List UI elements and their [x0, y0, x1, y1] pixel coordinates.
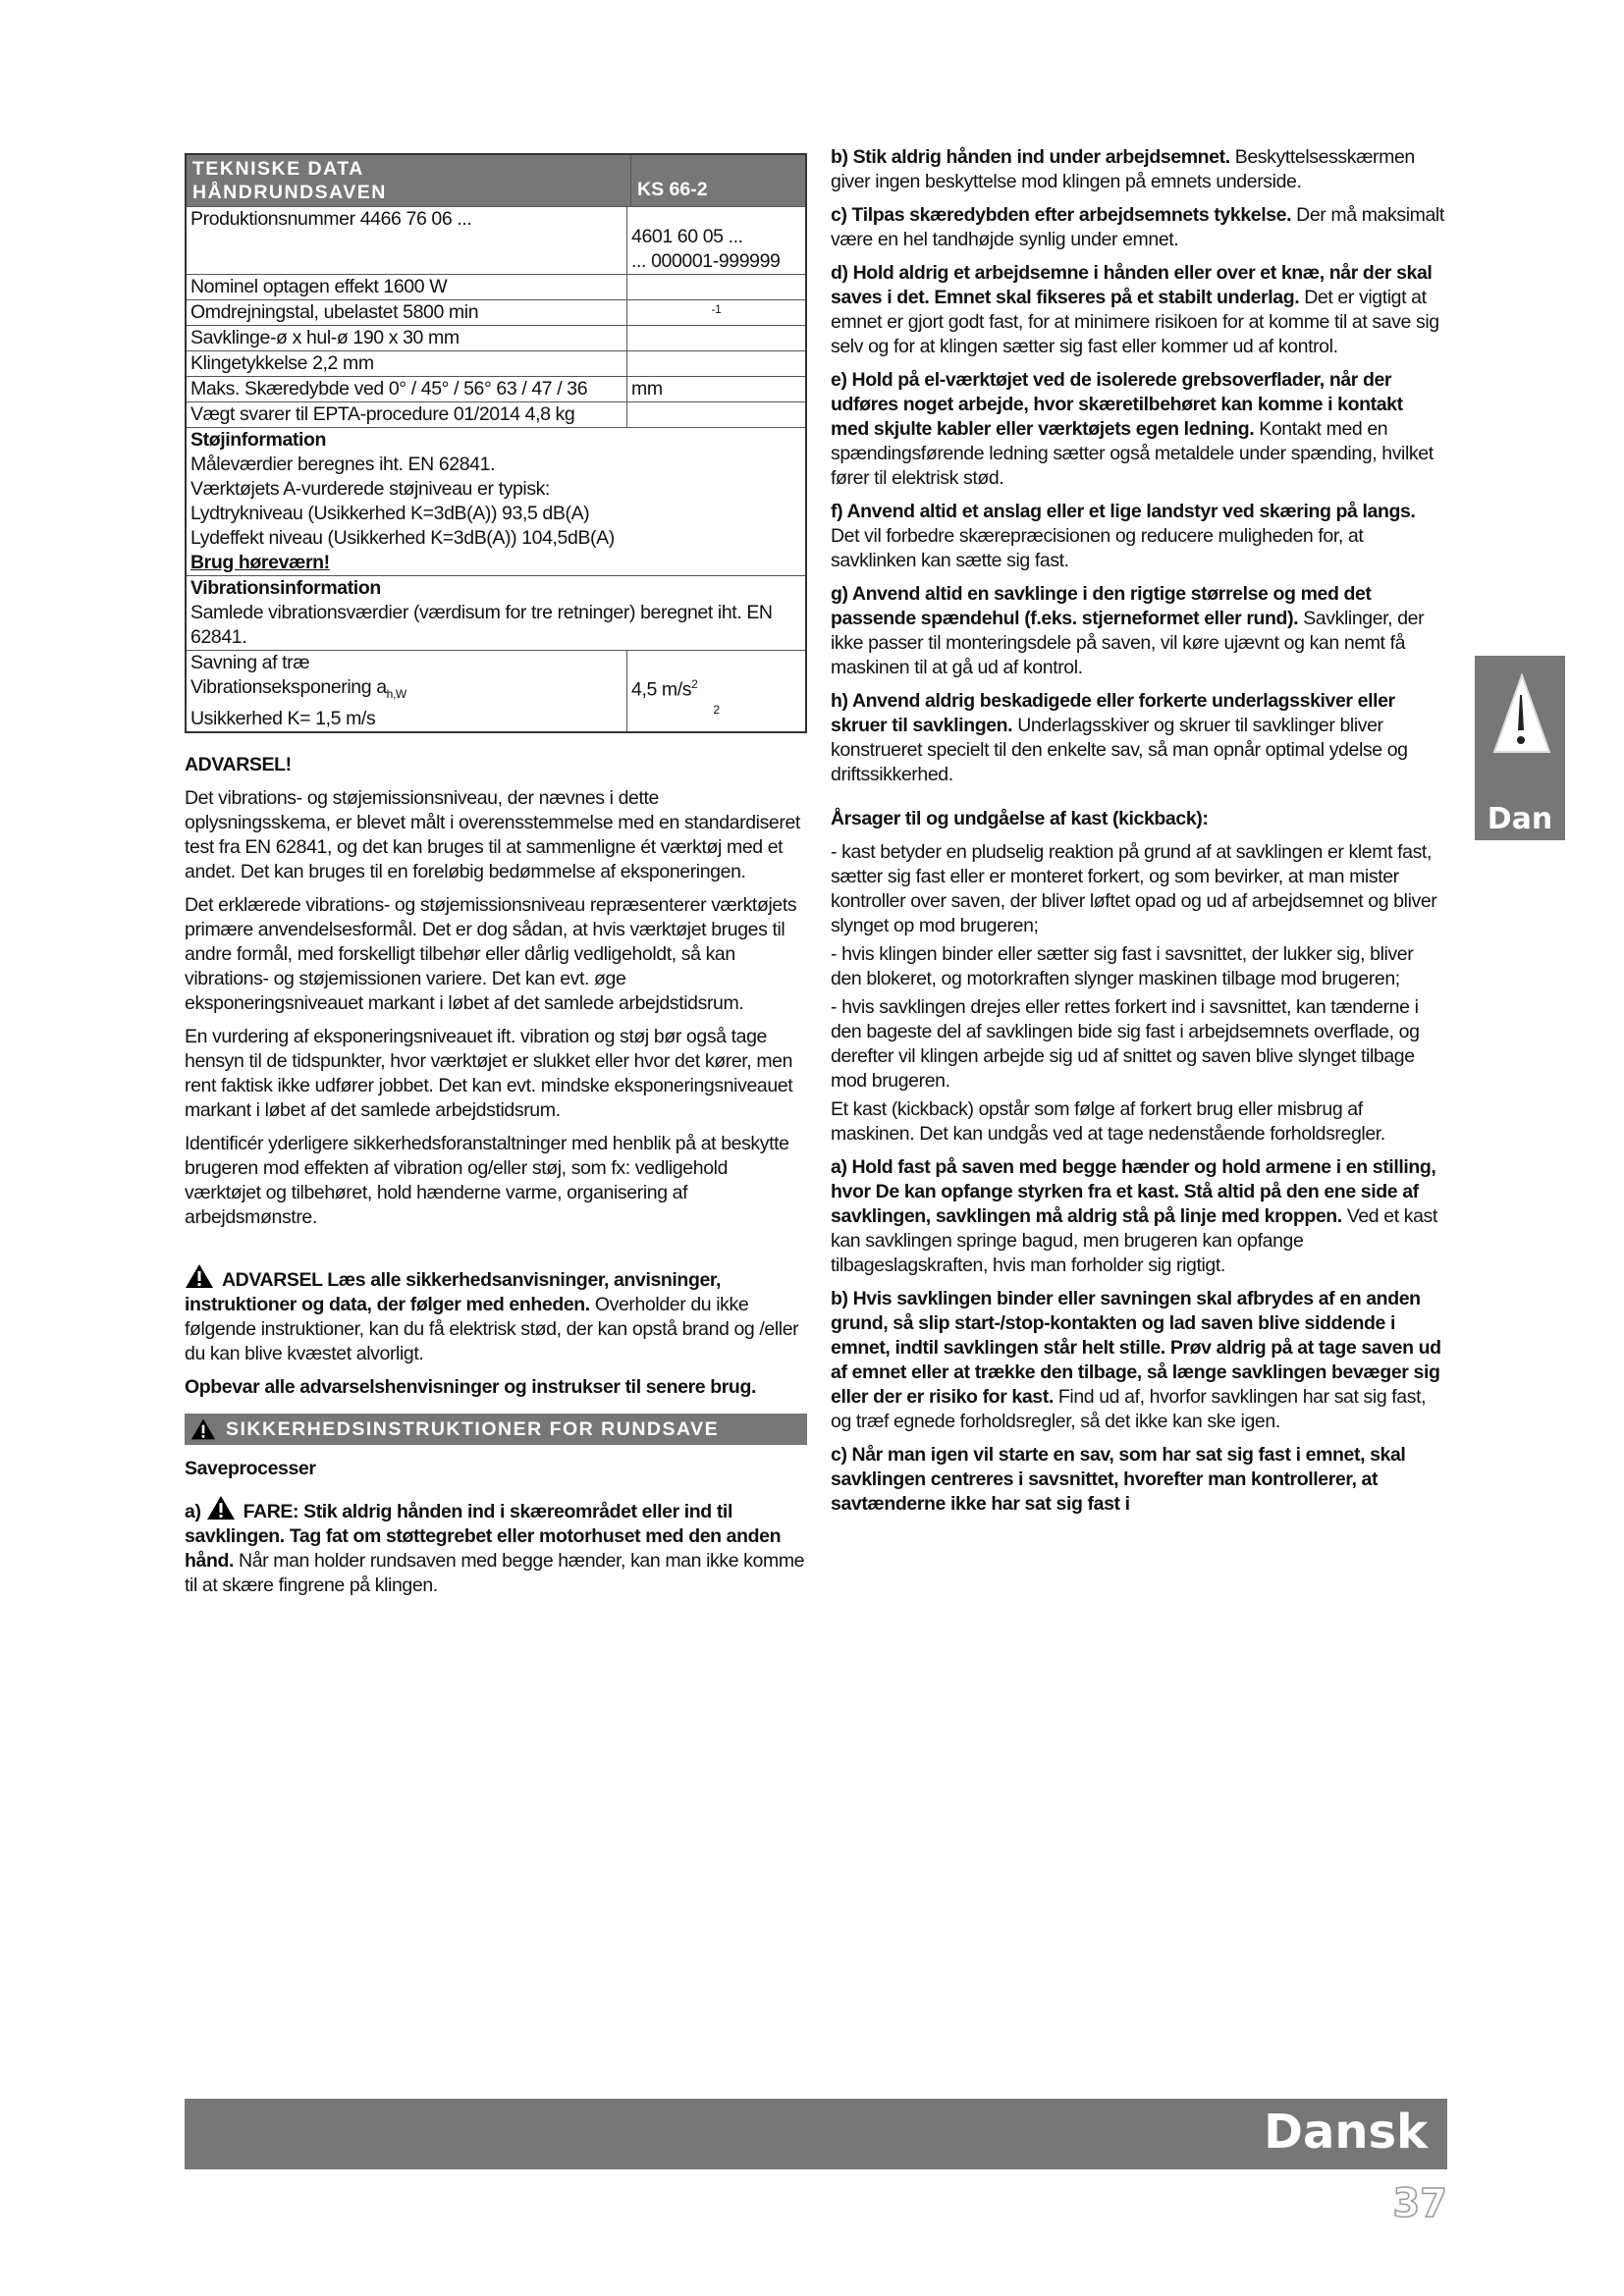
table-row: Savklinge-ø x hul-ø 190 x 30 mm [187, 325, 805, 350]
model-name: KS 66-2 [637, 179, 708, 200]
side-tab-label: Dan [1487, 802, 1553, 836]
table-row: Savning af træ Vibrationseksponering $a_{h,W}$ Usikkerhed K= 1,5 m/s 4,5 $m/s^2$ 2 [187, 650, 805, 731]
warning-heading: ADVARSEL! [185, 753, 292, 775]
noise-info: Støjinformation Måleværdier beregnes iht. EN 62841. Værktøjets A-vurderede støjniveau er typisk: Lydtrykniveau (Usikkerhed K=3dB(A)) 93,5 dB(A) Lydeffekt niveau (Usikkerhed K=3dB(A)) 104,5dB(A) Brug høreværn! [187, 427, 805, 575]
warning-triangle-icon [190, 1417, 216, 1441]
right-column [831, 145, 1445, 1525]
paragraph: a) Hold fast på saven med begge hænder og hold armene i en stilling, hvor De kan opfange styrken fra et kast. Stå altid på den ene side af savklingen, savklingen må aldrig stå på linje med kroppen. Ved et kast kan savklingen springe bagud, men brugeren kan opfange tilbageslagskraften, hvis man forholder sig rigtigt. [831, 1156, 1437, 1276]
hearing-protection-note: Brug høreværn! [190, 552, 330, 573]
page-number: 37 [1392, 2181, 1447, 2226]
paragraph: Identificér yderligere sikkerhedsforanstaltninger med henblik på at beskytte brugeren mod effekten af vibration og/eller støj, som fx: vedligehold værktøjet og tilbehøret, hold hænderne varme, organisering af arbejdsmønstre. [185, 1132, 789, 1228]
noise-title: Støjinformation [190, 429, 327, 451]
paragraph: - hvis savklingen drejes eller rettes forkert ind i savsnittet, kan tænderne i den bageste del af savklingen bide sig fast i arbejdsemnets overflade, og derefter vil klingen arbejde sig ud af snittet og saven blive slynget tilbage mod brugeren. [831, 996, 1420, 1092]
paragraph: b) Hvis savklingen binder eller savningen skal afbrydes af en anden grund, så slip start-/stop-kontakten og lad saven blive siddende i emnet, indtil savklingen står helt stille. Prøv aldrig på at tage saven ud af emnet eller at trække den tilbage, så længe savklingen bevæger sig eller der er risiko for kast. Find ud af, hvorfor savklingen har sat sig fast, og træf egnede forholdsregler, så det ikke kan ske igen. [831, 1288, 1441, 1432]
paragraph: En vurdering af eksponeringsniveauet ift. vibration og støj bør også tage hensyn til de tidspunkter, hvor værktøjet er slukket eller hvor det kører, men rent faktisk ikke udfører jobbet. Det kan evt. mindske eksponeringsniveauet markant i løbet af det samlede arbejdstidsrum. [185, 1025, 793, 1121]
subheading: Årsager til og undgåelse af kast (kickback): [831, 808, 1209, 829]
paragraph: Det vibrations- og støjemissionsniveau, der nævnes i dette oplysningsskema, er blevet målt i overensstemmelse med en standardiseret test fra EN 62841, og det kan bruges til at sammenligne ét værktøj med et andet. Det kan bruges til en foreløbig bedømmelse af eksponeringen. [185, 786, 800, 882]
table-row: Maks. Skæredybde ved 0° / 45° / 56° 63 / 47 / 36 mm [187, 376, 805, 401]
language-side-tab [1475, 656, 1565, 840]
table-row: Nominel optagen effekt 1600 W [187, 274, 805, 299]
paragraph: b) Stik aldrig hånden ind under arbejdsemnet. Beskyttelsesskærmen giver ingen beskyttelse mod klingen på emnets underside. [831, 146, 1415, 192]
paragraph: e) Hold på el-værktøjet ved de isolerede grebsoverflader, når der udføres noget arbejde, hvor skæretilbehøret kan komme i kontakt med skjulte kabler eller værktøjets egen ledning. Kontakt med en spændingsførende ledning sætter også metaldele under spænding, hvilket fører til elektrisk stød. [831, 369, 1434, 489]
table-title: TEKNISKE DATA [192, 158, 364, 180]
paragraph: d) Hold aldrig et arbejdsemne i hånden eller over et knæ, når der skal saves i det. Emnet skal fikseres på et stabilt underlag. Det er vigtigt at emnet er gjort godt fast, for at minimere risikoen for at komme til at save sig selv og for at klingen sætter sig fast eller kommer ud af kontrol. [831, 262, 1439, 357]
table-row: Klingetykkelse 2,2 mm [187, 350, 805, 376]
left-column [185, 153, 807, 1607]
table-row: Omdrejningstal, ubelastet 5800 min -1 [187, 299, 805, 325]
paragraph: Opbevar alle advarselshenvisninger og instrukser til senere brug. [185, 1375, 756, 1398]
warning-triangle-icon [1489, 673, 1551, 781]
footer-language-label: Dansk [1264, 2105, 1428, 2160]
paragraph: - kast betyder en pludselig reaktion på grund af at savklingen er klemt fast, sætter sig fast eller er monteret forkert, og som bevirker, at man mister kontroller over saven, der bliver løftet opad og ud af arbejdsemnet og bliver slynget op mod brugeren; [831, 841, 1437, 936]
paragraph: h) Anvend aldrig beskadigede eller forkerte underlagsskiver eller skruer til savklingen. Underlagsskiver og skruer til savklinger bliver konstrueret specielt til den enkelte sav, så man opnår optimal ydelse og driftssikkerhed. [831, 690, 1408, 785]
warning-triangle-icon [206, 1495, 236, 1521]
paragraph: Et kast (kickback) opstår som følge af forkert brug eller misbrug af maskinen. Det kan undgås ved at tage nedenstående forholdsregler. [831, 1098, 1385, 1145]
table-header [187, 155, 805, 206]
table-subtitle: HÅNDRUNDSAVEN [192, 182, 387, 203]
paragraph: Det erklærede vibrations- og støjemissionsniveau repræsenterer værktøjets primære anvendelsesformål. Det er dog sådan, at hvis værktøjet bruges til andre formål, med forskelligt tilbehør eller dårlig vedligeholdt, så kan vibrations- og støjemissionen variere. Det kan evt. øge eksponeringsniveauet markant i løbet af det samlede arbejdstidsrum. [185, 893, 797, 1014]
paragraph: c) Tilpas skæredybden efter arbejdsemnets tykkelse. Der må maksimalt være en hel tandhøjde synlig under emnet. [831, 204, 1444, 250]
paragraph: a) FARE: Stik aldrig hånden ind i skæreområdet eller ind til savklingen. Tag fat om støttegrebet eller motorhuset med den anden hånd. Når man holder rundsaven med begge hænder, kan man ikke komme til at skære fingrene på klingen. [185, 1495, 807, 1598]
vibration-info: Vibrationsinformation Samlede vibrationsværdier (værdisum for tre retninger) beregnet iht. EN 62841. [187, 575, 805, 650]
paragraph: ADVARSEL Læs alle sikkerhedsanvisninger, anvisninger, instruktioner og data, der følger med enheden. Overholder du ikke følgende instruktioner, kan du få elektrisk stød, der kan opstå brand og /eller du kan blive kvæstet alvorligt. [185, 1263, 807, 1366]
vibration-title: Vibrationsinformation [190, 577, 381, 599]
footer-language-bar [185, 2099, 1447, 2169]
paragraph: g) Anvend altid en savklinge i den rigtige størrelse og med det passende spændehul (f.eks. stjerneformet eller rund). Savklinger, der ikke passer til monteringsdele på saven, vil køre ujævnt og kan nemt få maskinen til at gå ud af kontrol. [831, 583, 1425, 678]
paragraph: c) Når man igen vil starte en sav, som har sat sig fast i emnet, skal savklingen centreres i savsnittet, hvorefter man kontrollerer, at savtænderne ikke har sat sig fast i [831, 1444, 1406, 1515]
section-banner [185, 1414, 807, 1445]
paragraph: f) Anvend altid et anslag eller et lige landstyr ved skæring på langs. Det vil forbedre skærepræcisionen og reducere muligheden for, at savklinken kan sætte sig fast. [831, 501, 1416, 571]
technical-data-table [185, 153, 807, 733]
paragraph: - hvis klingen binder eller sætter sig fast i savsnittet, der lukker sig, bliver den blokeret, og motorkraften slynger maskinen tilbage mod brugeren; [831, 943, 1414, 989]
subheading: Saveprocesser [185, 1457, 316, 1479]
table-row: Produktionsnummer 4466 76 06 ... 4601 60 05 ... ... 000001-999999 [187, 206, 805, 274]
warning-triangle-icon [185, 1263, 214, 1289]
section-title: SIKKERHEDSINSTRUKTIONER FOR RUNDSAVE [226, 1417, 720, 1440]
table-row: Vægt svarer til EPTA-procedure 01/2014 4,8 kg [187, 401, 805, 427]
